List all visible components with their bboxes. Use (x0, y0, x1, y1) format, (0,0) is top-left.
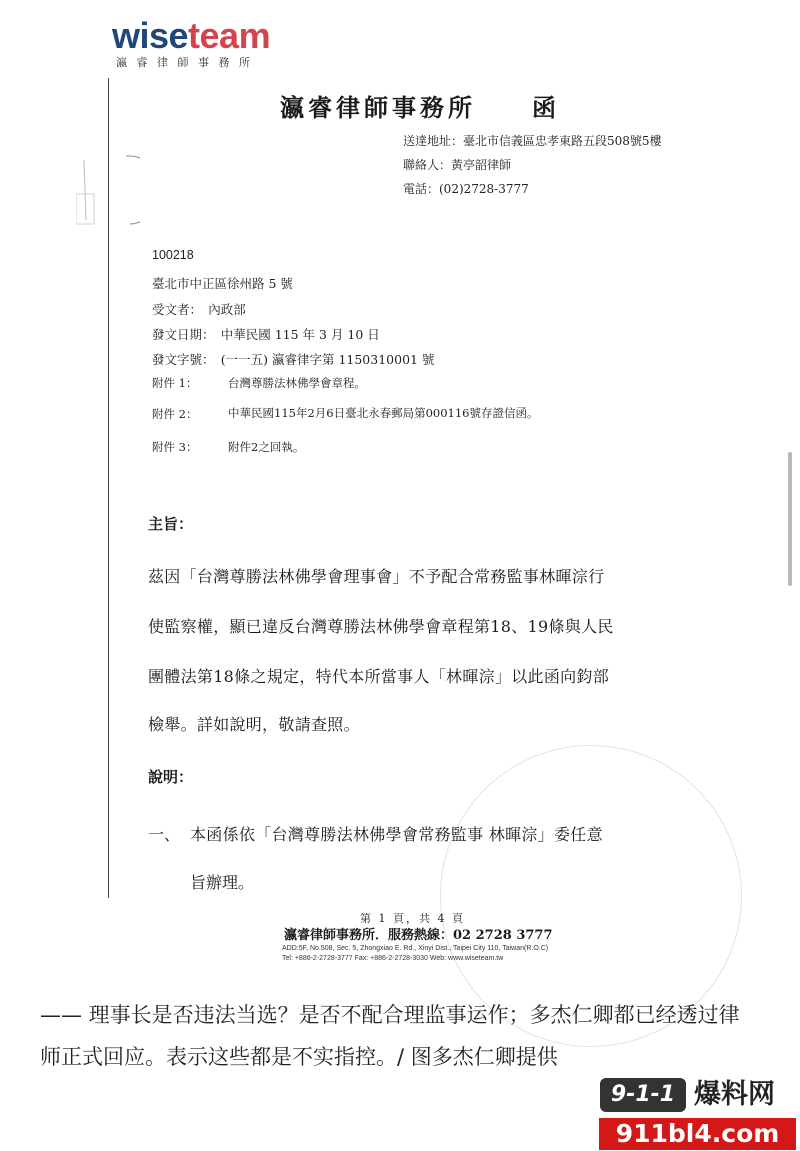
subject-line: 團體法第18條之規定，特代本所當事人「林暉淙」以此函向鈞部 (148, 667, 610, 686)
logo-wise-text: wise (112, 15, 189, 56)
item-line: 旨辦理。 (190, 873, 255, 892)
footer-firm: 瀛睿律師事務所．服務熱線：02 2728 3777 (284, 928, 553, 943)
attachment-text: 中華民國115年2月6日臺北永春郵局第000116號存證信函。 (228, 406, 539, 420)
page-number: 第 1 頁，共 4 頁 (360, 912, 465, 925)
contact-person: 聯絡人：黃亭韶律師 (403, 158, 512, 172)
recipient-address: 臺北市中正區徐州路 5 號 (152, 276, 293, 291)
logo-team-text: team (188, 15, 271, 56)
reference-number: 發文字號： (一一五) 瀛睿律字第 1150310001 號 (152, 352, 435, 367)
item-line: 本函係依「台灣尊勝法林佛學會常務監事 林暉淙」委任意 (190, 825, 603, 844)
attachment-text: 附件2之回執。 (228, 440, 305, 454)
contact-phone: 電話：(02)2728-3777 (403, 182, 529, 196)
watermark-url[interactable]: 911bl4.com (599, 1118, 796, 1150)
issue-date: 發文日期： 中華民國 115 年 3 月 10 日 (152, 327, 380, 342)
watermark-badge: 9-1-1 (600, 1078, 686, 1112)
item-number: 一、 (148, 825, 181, 844)
letter-title: 瀛睿律師事務所 函 (280, 93, 560, 122)
subject-line: 茲因「台灣尊勝法林佛學會理事會」不予配合常務監事林暉淙行 (148, 567, 605, 586)
subject-line: 檢舉。詳如說明，敬請查照。 (148, 715, 360, 734)
recipient: 受文者： 內政部 (152, 302, 246, 317)
postal-code: 100218 (152, 248, 194, 262)
scrollbar-thumb[interactable] (788, 452, 792, 586)
contact-address: 送達地址：臺北市信義區忠孝東路五段508號5樓 (403, 134, 662, 148)
attachment-label: 附件 3： (152, 440, 198, 454)
image-caption: —— 理事长是否违法当选？是否不配合理监事运作；多杰仁卿都已经透过律师正式回应。表示这些都是不实指控。/ 图多杰仁卿提供 (40, 1003, 740, 1069)
attachment-label: 附件 1： (152, 376, 198, 390)
footer-contact: Tel: +886-2-2728-3777 Fax: +886-2-2728-3030 Web: www.wiseteam.tw (282, 955, 504, 962)
attachment-text: 台灣尊勝法林佛學會章程。 (228, 376, 366, 390)
attachment-label: 附件 2： (152, 407, 198, 421)
subject-heading: 主旨： (148, 515, 194, 533)
subject-line: 使監察權，顯已違反台灣尊勝法林佛學會章程第18、19條與人民 (148, 617, 614, 636)
explain-heading: 說明： (148, 768, 194, 786)
logo-subtitle: 瀛 睿 律 師 事 務 所 (116, 56, 253, 69)
wiseteam-logo (112, 16, 270, 56)
footer-address: ADD:5F, No.508, Sec. 5, Zhongxiao E. Rd., Xinyi Dist., Taipei City 110, Taiwan(R.O.C) (282, 945, 549, 952)
receipt-stamp (76, 150, 140, 230)
watermark-text: 爆料网 (694, 1079, 775, 1110)
